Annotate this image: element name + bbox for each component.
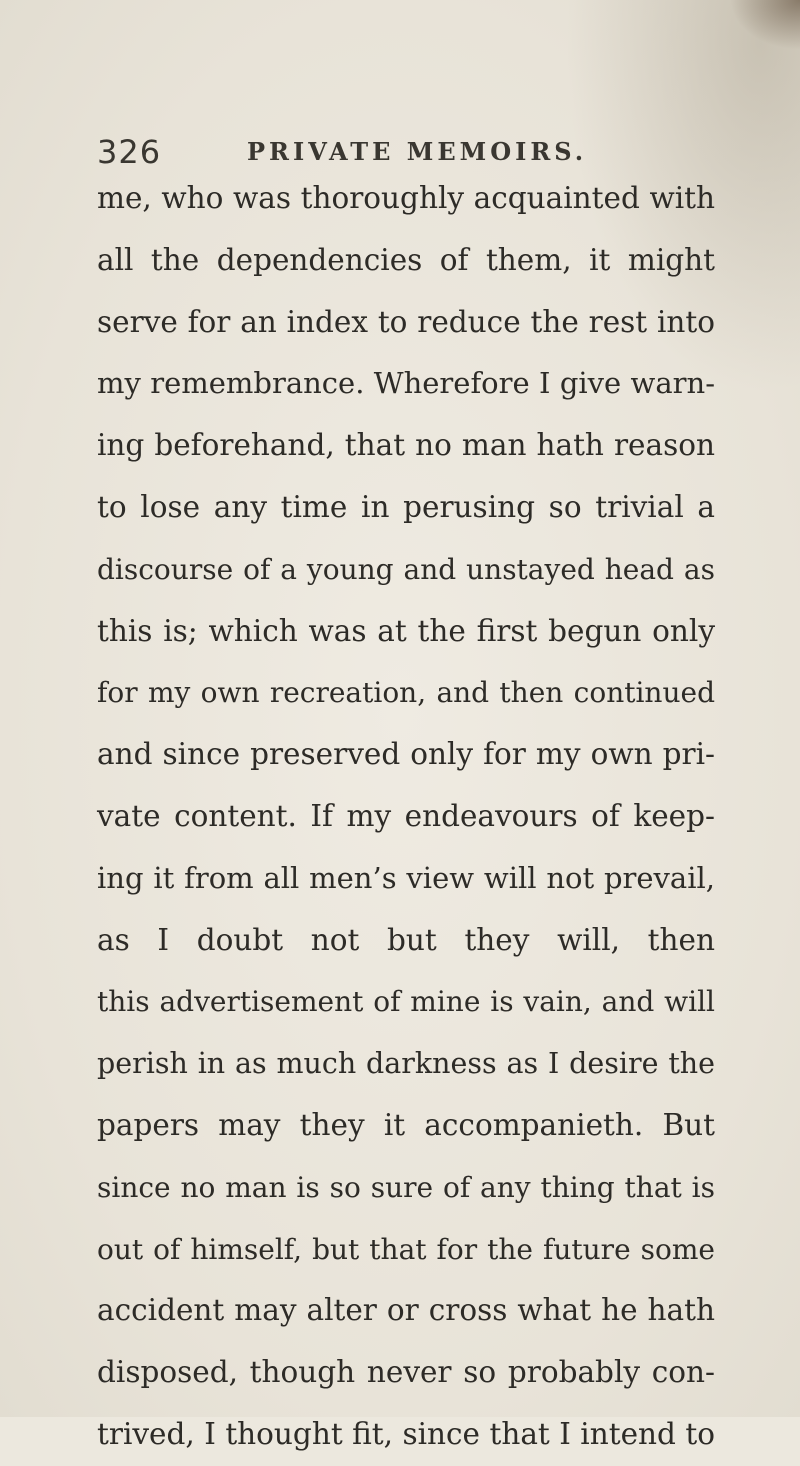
text-line: to lose any time in perusing so trivial a	[97, 489, 715, 524]
page-corner-shadow	[730, 0, 800, 50]
text-line: ing it from all men’s view will not prevail,	[97, 860, 715, 895]
body-text	[97, 168, 715, 1466]
text-line: me, who was thoroughly acquainted with	[97, 181, 715, 215]
running-head: PRIVATE MEMOIRS.	[247, 137, 588, 166]
text-line: since no man is so sure of any thing that is	[97, 1170, 715, 1204]
text-line: this advertisement of mine is vain, and will	[97, 985, 715, 1019]
text-line: accident may alter or cross what he hath	[97, 1293, 715, 1328]
text-line: ing beforehand, that no man hath reason	[97, 428, 715, 463]
text-line: discourse of a young and unstayed head as	[97, 552, 715, 586]
text-line: as I doubt not but they will, then	[97, 922, 715, 957]
text-line: out of himself, but that for the future some	[97, 1232, 715, 1266]
text-line: serve for an index to reduce the rest into	[97, 304, 715, 339]
text-line: trived, I thought fit, since that I intend to	[97, 1416, 715, 1451]
text-line: my remembrance. Wherefore I give warn-	[97, 366, 715, 401]
text-line: papers may they it accompanieth. But	[97, 1107, 715, 1142]
text-line: this is; which was at the first begun only	[97, 613, 715, 648]
page-number: 326	[97, 133, 162, 171]
text-line: vate content. If my endeavours of keep-	[97, 798, 715, 833]
text-line: perish in as much darkness as I desire the	[97, 1047, 715, 1081]
text-line: all the dependencies of them, it might	[97, 242, 715, 277]
text-line: for my own recreation, and then continued	[97, 676, 715, 710]
text-line: disposed, though never so probably con-	[97, 1355, 715, 1390]
page-header	[97, 133, 720, 173]
text-line: and since preserved only for my own pri-	[97, 737, 715, 772]
